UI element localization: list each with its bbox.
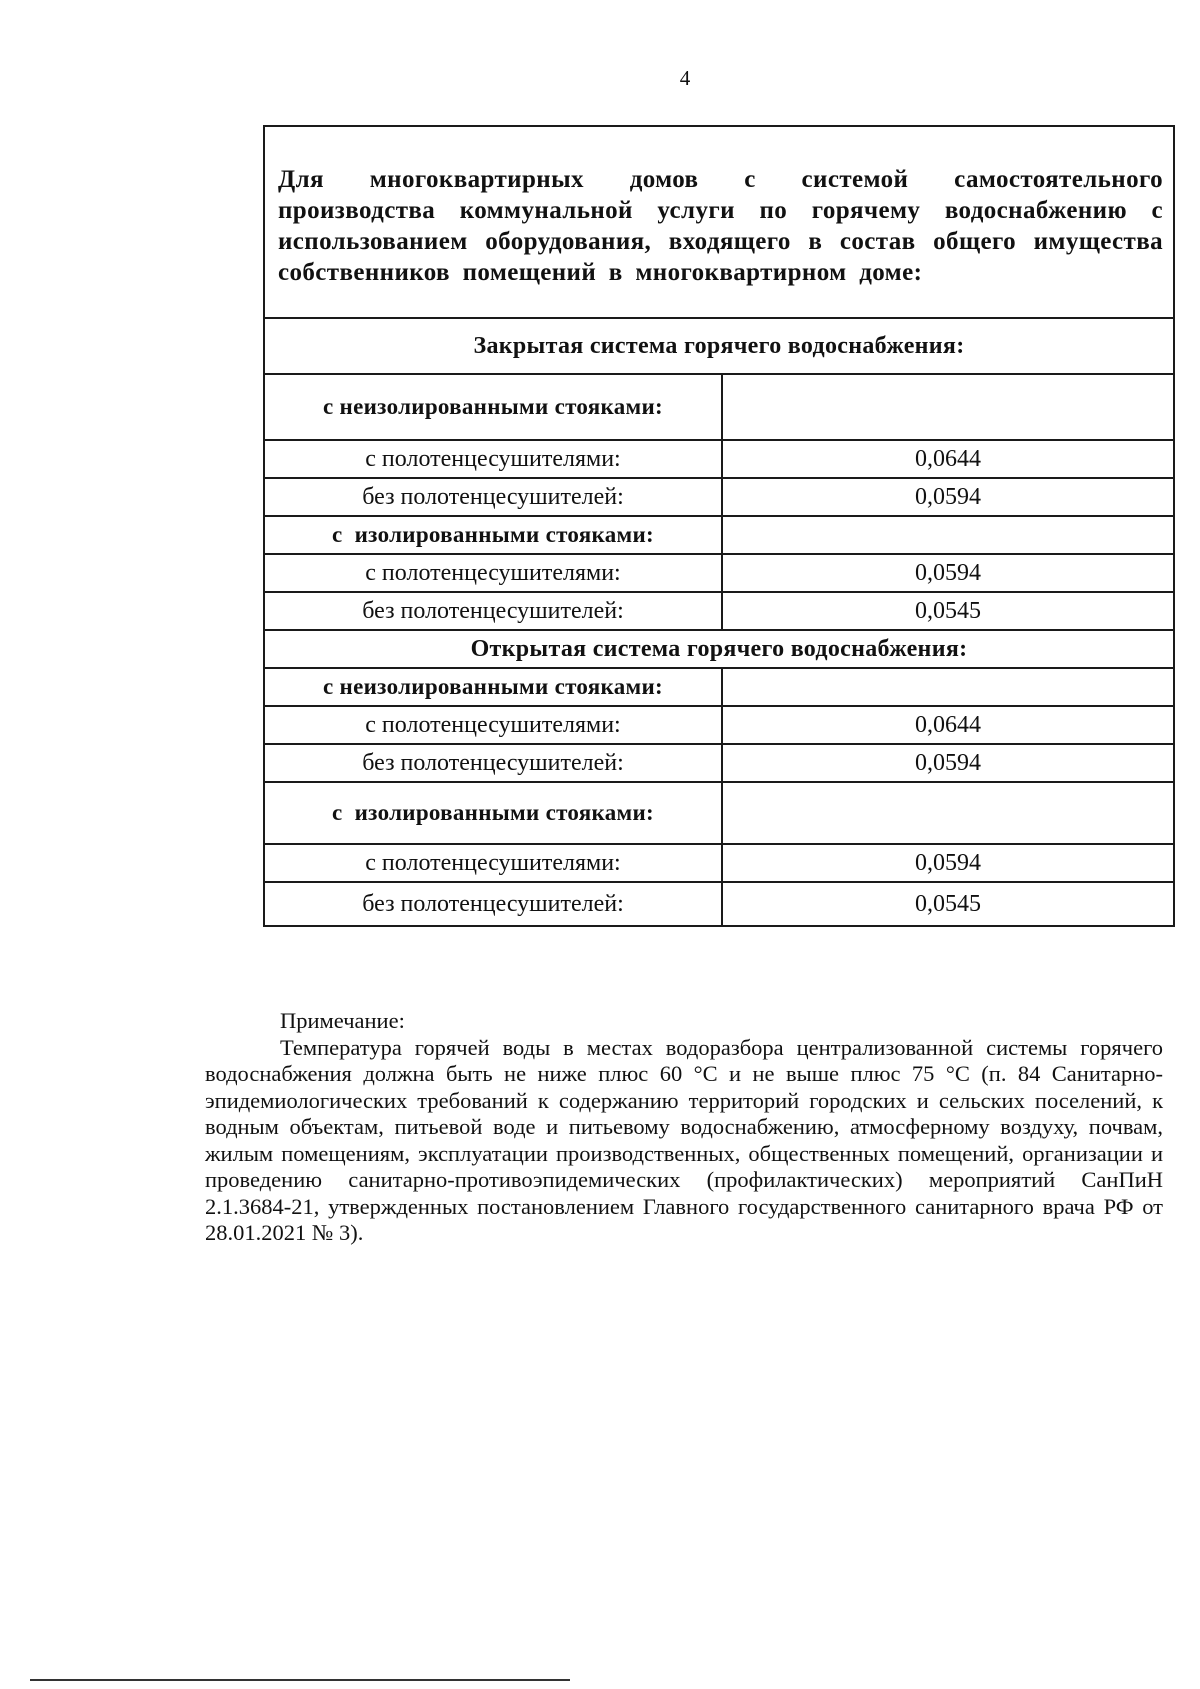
empty-cell [722, 668, 1174, 706]
row-label: без полотенцесушителей: [264, 744, 722, 782]
group-title: с неизолированными стояками: [264, 374, 722, 440]
intro-row [264, 126, 1174, 318]
row-label: без полотенцесушителей: [264, 592, 722, 630]
note-block [205, 1008, 1163, 1247]
table-row [264, 706, 1174, 744]
empty-cell [722, 516, 1174, 554]
table-row [264, 882, 1174, 926]
group-title: с изолированными стояками: [264, 516, 722, 554]
group-title: с неизолированными стояками: [264, 668, 722, 706]
note-label: Примечание: [280, 1008, 405, 1033]
section-row [264, 318, 1174, 374]
row-value: 0,0644 [722, 706, 1174, 744]
empty-cell [722, 374, 1174, 440]
table-row [264, 478, 1174, 516]
section-title: Закрытая система горячего водоснабжения: [264, 318, 1174, 374]
row-label: с полотенцесушителями: [264, 440, 722, 478]
table-row [264, 592, 1174, 630]
row-value: 0,0594 [722, 744, 1174, 782]
row-value: 0,0545 [722, 882, 1174, 926]
group-row [264, 782, 1174, 844]
norms-table [263, 125, 1175, 927]
row-label: без полотенцесушителей: [264, 478, 722, 516]
note-text: Температура горячей воды в местах водоразбора централизованной системы горячего водоснабжения должна быть не ниже плюс 60 °C и не выше плюс 75 °C (п. 84 Санитарно-эпидемиологических требований к содержанию территорий городских и сельских поселений, к водным объектам, питьевой воде и питьевому водоснабжению, атмосферному воздуху, почвам, жилым помещениям, эксплуатации производственных, общественных помещений, организации и проведению санитарно-противоэпидемических (профилактических) мероприятий СанПиН 2.1.3684-21, утвержденных постановлением Главного государственного санитарного врача РФ от 28.01.2021 № 3). [205, 1034, 1163, 1245]
group-row [264, 668, 1174, 706]
group-row [264, 374, 1174, 440]
intro-text: Для многоквартирных домов с системой самостоятельного производства коммунальной услуги по горячему водоснабжению с использованием оборудования, входящего в состав общего имущества собственников помещений в многоквартирном доме: [264, 126, 1174, 318]
row-value: 0,0545 [722, 592, 1174, 630]
section-title: Открытая система горячего водоснабжения: [264, 630, 1174, 668]
row-label: с полотенцесушителями: [264, 844, 722, 882]
row-label: с полотенцесушителями: [264, 706, 722, 744]
table-row [264, 744, 1174, 782]
footer-divider [30, 1679, 570, 1681]
row-value: 0,0594 [722, 844, 1174, 882]
group-title: с изолированными стояками: [264, 782, 722, 844]
table-row [264, 440, 1174, 478]
empty-cell [722, 782, 1174, 844]
row-label: с полотенцесушителями: [264, 554, 722, 592]
row-value: 0,0594 [722, 478, 1174, 516]
section-row [264, 630, 1174, 668]
table-row [264, 844, 1174, 882]
table-row [264, 554, 1174, 592]
page-number: 4 [679, 66, 691, 90]
row-value: 0,0594 [722, 554, 1174, 592]
row-value: 0,0644 [722, 440, 1174, 478]
row-label: без полотенцесушителей: [264, 882, 722, 926]
group-row [264, 516, 1174, 554]
